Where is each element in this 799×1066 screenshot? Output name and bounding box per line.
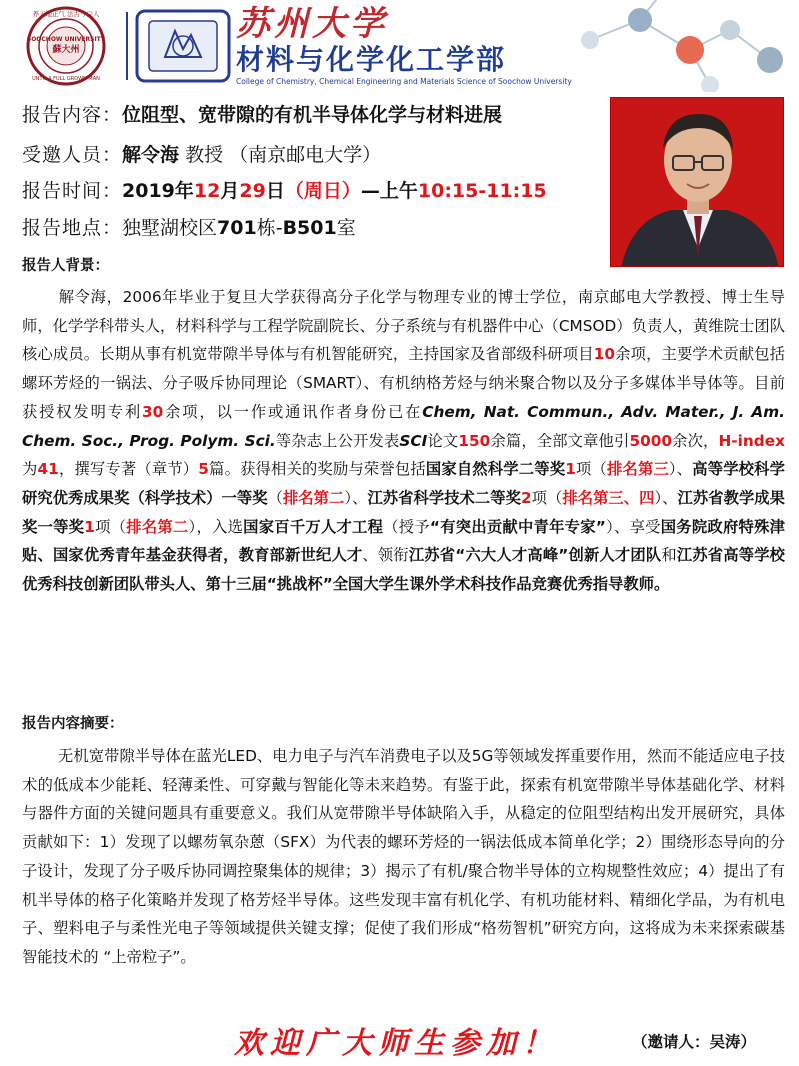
info-time — [22, 176, 547, 206]
department-english-name: College of Chemistry, Chemical Engineering and Materials Science of Soochow University — [236, 77, 572, 86]
time-year: 2019年 — [122, 180, 194, 202]
department-name: 材料与化学化工学部 — [236, 43, 507, 76]
time-day: 29 — [239, 180, 266, 202]
bg-text-4: 等杂志上公开发表 — [275, 431, 400, 450]
speaker-photo — [610, 97, 784, 267]
abstract-paragraph — [22, 742, 785, 972]
bg-text-20: ）、享受 — [605, 517, 661, 536]
bg-num-hindex: 41 — [37, 460, 59, 479]
bg-num-citations: 5000 — [629, 431, 673, 450]
bg-text-15: 项（ — [531, 488, 563, 507]
bg-text-9: ，撰写专著（章节） — [58, 460, 199, 479]
bg-text-13: （ — [267, 488, 283, 507]
seal-motto: UNTO A FULL GROWN MAN — [32, 76, 100, 82]
speaker-label: 受邀人员： — [22, 144, 123, 166]
place-room: B501 — [282, 217, 337, 239]
bg-rank-1: 排名第三 — [607, 460, 669, 479]
seal-english-top: SOOCHOW UNIVERSITY — [26, 36, 106, 43]
bg-text-12: ）、 — [668, 460, 693, 479]
report-content-value: 位阻型、宽带隙的有机半导体化学与材料进展 — [122, 104, 503, 126]
bg-rank-3: 排名第三、四 — [562, 488, 655, 507]
bg-award-5: 国家百千万人才工程 — [243, 517, 384, 536]
molecule-decoration — [520, 0, 799, 92]
abstract-section-title: 报告内容摘要： — [22, 716, 124, 732]
time-weekday: （周日） — [284, 180, 361, 202]
bg-award-8: 江苏省“六大人才高峰”创新人才团队 — [408, 546, 662, 565]
time-label: 报告时间： — [22, 180, 123, 202]
bg-text-2: 余项，主要学术贡献包括螺环芳烃的一锅法、分子吸斥协同理论（SMART）、有机纳格芳烃与纳米聚合物以及分子多媒体半导体等。目前获授权发明专利 — [22, 345, 785, 421]
bg-text-5: 论文 — [427, 431, 459, 450]
logo-divider — [126, 12, 128, 80]
abstract-text: 无机宽带隙半导体在蓝光LED、电力电子与汽车消费电子以及5G等领域发挥重要作用，然而不能适应电子技术的低成本少能耗、轻薄柔性、可穿戴与智能化等未来趋势。有鉴于此，探索有机宽带隙半导体基础化学、材料与器件方面的关键问题具有重要意义。我们从宽带隙半导体缺陷入手，从稳定的位阻型结构出发开展研究，具体贡献如下：1）发现了以螺芴氧杂蒽（SFX）为代表的螺环芳烃的一锅法低成本简单化学；2）围绕形态导向的分子设计，发现了分子吸斥协同调控聚集体的规律；3）揭示了有机/聚合物半导体的立构规整性效应；4）提出了有机半导体的格子化策略并发现了格芳烃半导体。这些发现丰富有机化学、有机功能材料、精细化学品，为有机电子、塑料电子与柔性光电子等领域提供关键支撑；促使了我们形成“格芴智机”研究方向，这将成为未来探索碳基智能技术的 “上帝粒子”。 — [22, 747, 785, 966]
bg-num-award-3: 2 — [520, 488, 532, 507]
university-name: 苏州大学 — [236, 4, 388, 44]
info-report-content — [22, 100, 502, 130]
time-day-unit: 日 — [265, 180, 285, 202]
bg-text-21: 、领衔 — [362, 546, 409, 565]
bg-text-8: 为 — [22, 460, 38, 479]
bg-text-10: 篇。获得相关的奖励与荣誉包括 — [208, 460, 426, 479]
bg-num-patents: 30 — [142, 402, 164, 421]
place-label: 报告地点： — [22, 217, 123, 239]
speaker-title: 教授 — [185, 144, 224, 166]
background-paragraph — [22, 283, 785, 599]
speaker-portrait-illustration — [611, 98, 784, 267]
bg-text-22: 和 — [661, 546, 677, 565]
bg-text-3: 余项，以一作或通讯作者身份已在 — [163, 402, 423, 421]
bg-award-6: “有突出贡献中青年专家” — [429, 517, 606, 536]
bg-text-6: 余篇，全部文章他引 — [490, 431, 630, 450]
bg-text-14: ）、 — [344, 488, 368, 507]
soochow-university-seal-logo — [14, 6, 118, 86]
bg-text-19: （授予 — [383, 517, 430, 536]
welcome-message: 欢迎广大师生参加！ — [234, 1026, 558, 1061]
page-header — [0, 0, 799, 92]
time-separator: —上午 — [360, 180, 418, 202]
bg-journals: Chem, Nat. Commun., Adv. Mater., J. Am. Chem. Soc., Prog. Polym. Sci. — [22, 402, 785, 450]
info-place — [22, 213, 356, 243]
bg-hindex-label: H-index — [718, 431, 785, 450]
place-room-unit: 室 — [336, 217, 356, 239]
seal-chinese: 蘇大州 — [52, 45, 80, 55]
place-building-unit: 栋- — [256, 217, 283, 239]
bg-num-papers: 150 — [458, 431, 491, 450]
department-emblem-logo — [135, 9, 231, 83]
bg-award-9: 江苏省高等学校优秀科技创新团队带头人、第十三届“挑战杯”全国大学生课外学术科技作品竞赛优秀指导教师。 — [22, 546, 785, 594]
bg-award-3: 江苏省科学技术二等奖 — [367, 488, 521, 507]
time-month-unit: 月 — [220, 180, 240, 202]
bg-num-award-1: 1 — [565, 460, 576, 479]
place-building: 701 — [217, 217, 257, 239]
bg-text-11: 项（ — [575, 460, 607, 479]
bg-num-projects: 10 — [593, 345, 616, 364]
bg-text-18: ），入选 — [188, 517, 244, 536]
bg-sci: SCI — [399, 431, 428, 450]
seal-arc-text: 养天地正气 法古今完人 — [32, 10, 100, 18]
speaker-affiliation: （南京邮电大学） — [229, 144, 382, 166]
bg-award-4: 江苏省教学成果奖一等奖 — [22, 488, 785, 536]
bg-num-award-4: 1 — [84, 517, 95, 536]
inviter-note: （邀请人：吴涛） — [632, 1033, 757, 1051]
background-section-title: 报告人背景： — [22, 258, 109, 274]
bg-text-17: 项（ — [94, 517, 127, 536]
bg-award-7: 国务院政府特殊津贴、国家优秀青年基金获得者，教育部新世纪人才 — [22, 517, 785, 565]
place-campus: 独墅湖校区 — [122, 217, 218, 239]
bg-text-7: 余次， — [672, 431, 719, 450]
bg-text-16: ）、 — [654, 488, 678, 507]
bg-text-1: 解令海，2006年毕业于复旦大学获得高分子化学与物理专业的博士学位，南京邮电大学教授、博士生导师，化学学科带头人，材料科学与工程学院副院长、分子系统与有机器件中心（CMSOD）负责人，黄维院士团队核心成员。长期从事有机宽带隙半导体与有机智能研究，主持国家及省部级科研项目 — [22, 288, 785, 364]
time-range: 10:15-11:15 — [417, 180, 547, 202]
time-month: 12 — [193, 180, 221, 202]
report-content-label: 报告内容： — [22, 104, 123, 126]
bg-award-2: 高等学校科学研究优秀成果奖（科学技术）一等奖 — [22, 460, 785, 507]
bg-num-books: 5 — [198, 460, 209, 479]
bg-rank-4: 排名第二 — [126, 517, 189, 536]
bg-award-1: 国家自然科学二等奖 — [425, 460, 566, 479]
bg-rank-2: 排名第二 — [282, 488, 345, 507]
speaker-name: 解令海 — [122, 144, 180, 166]
info-speaker — [22, 140, 381, 170]
